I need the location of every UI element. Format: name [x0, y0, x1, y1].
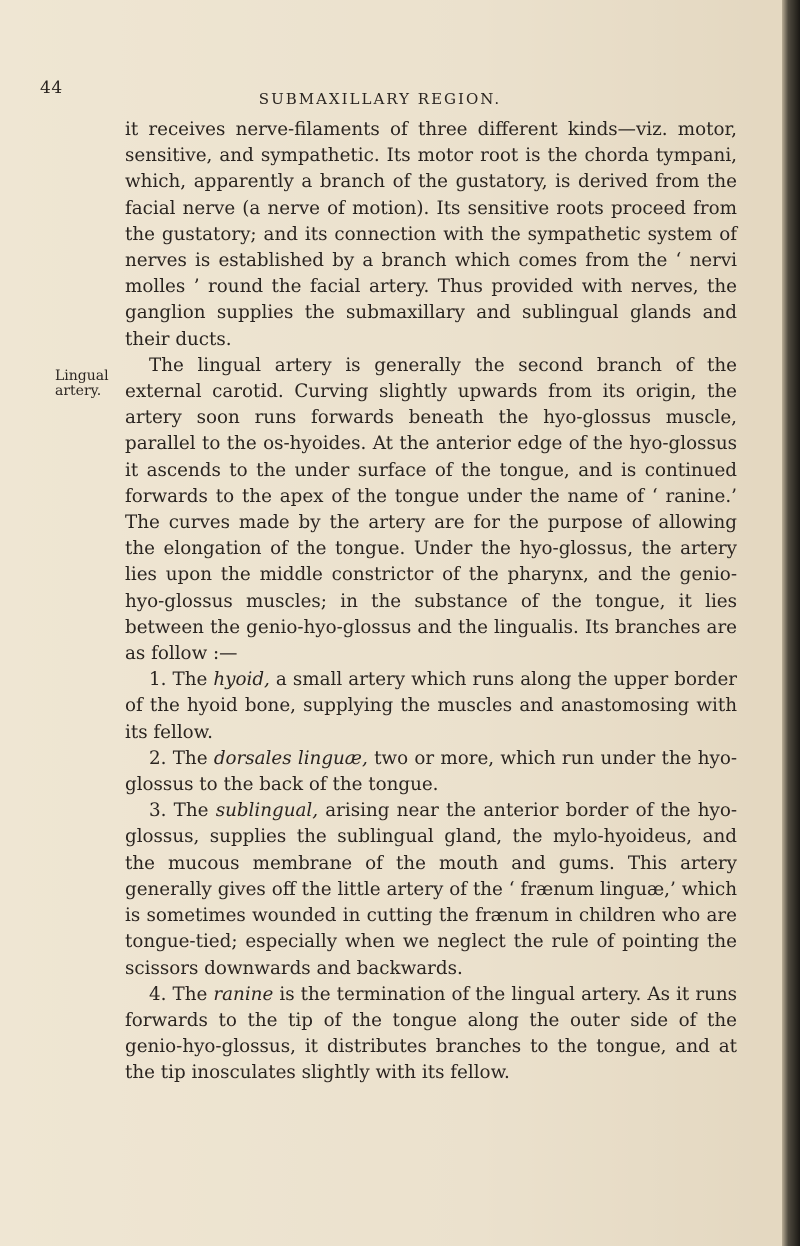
- item-lead: The: [172, 669, 208, 691]
- item-lead: The: [172, 983, 208, 1005]
- item-lead: The: [173, 800, 209, 822]
- list-item: [125, 746, 737, 798]
- item-text: a small artery which runs along the upper border of the hyoid bone, supplying the muscles and anastomosing with its fellow.: [125, 669, 738, 743]
- item-text: arising near the anterior border of the hyo-glossus, supplies the sublingual gland, the mylo-hyoideus, and the mucous membrane of the mouth and gums. This artery generally gives off the little artery of the ‘ frænum linguæ,’ which is sometimes wounded in cutting the frænum in children who are tongue-tied; especially when we neglect the rule of pointing the scissors downwards and backwards.: [125, 800, 737, 979]
- item-number: 3.: [149, 800, 167, 822]
- margin-note: [55, 369, 125, 399]
- item-number: 1.: [149, 669, 167, 691]
- list-item: [125, 667, 737, 746]
- paragraph-ganglion-nerves: it receives nerve-filaments of three different kinds—viz. motor, sensitive, and sympathetic. Its motor root is the chorda tympani, which, apparently a branch of the gustatory, is derived from the facial nerve (a nerve of motion). Its sensitive roots proceed from the gustatory; and its connection with the sympathetic system of nerves is established by a branch which comes from the ‘ nervi molles ’ round the facial artery. Thus provided with nerves, the ganglion supplies the submaxillary and sublingual glands and their ducts.: [125, 119, 737, 350]
- item-number: 2.: [149, 747, 167, 769]
- body-text: [125, 117, 737, 1087]
- margin-note-line1: Lingual: [55, 368, 109, 384]
- item-term: sublingual,: [215, 800, 319, 822]
- item-term: ranine: [213, 983, 274, 1005]
- page-number: 44: [40, 78, 63, 98]
- list-item: [125, 982, 737, 1087]
- page-edge-shadow: [782, 0, 800, 1246]
- item-number: 4.: [149, 983, 167, 1005]
- list-item: [125, 798, 737, 981]
- item-term: hyoid,: [213, 669, 270, 691]
- margin-note-line2: artery.: [55, 383, 102, 399]
- paragraph-lingual-artery: The lingual artery is generally the second branch of the external carotid. Curving slightly upwards from its origin, the artery soon runs forwards beneath the hyo-glossus muscle, parallel to the os-hyoides. At the anterior edge of the hyo-glossus it ascends to the under surface of the tongue, and is continued forwards to the apex of the tongue under the name of ‘ ranine.’ The curves made by the artery are for the purpose of allowing the elongation of the tongue. Under the hyo-glossus, the artery lies upon the middle constrictor of the pharynx, and the genio-hyo-glossus muscles; in the substance of the tongue, it lies between the genio-hyo-glossus and the lingualis. Its branches are as follow :—: [125, 354, 737, 665]
- item-text: two or more, which run under the hyo-glossus to the back of the tongue.: [125, 747, 738, 796]
- running-head: SUBMAXILLARY REGION.: [258, 90, 502, 108]
- item-lead: The: [172, 747, 208, 769]
- item-term: dorsales linguæ,: [213, 747, 368, 769]
- item-text: is the termination of the lingual artery. As it runs forwards to the tip of the tongue along the outer side of the genio-hyo-glossus, it distributes branches to the tongue, and at the tip inosculates slightly with its fellow.: [125, 983, 737, 1084]
